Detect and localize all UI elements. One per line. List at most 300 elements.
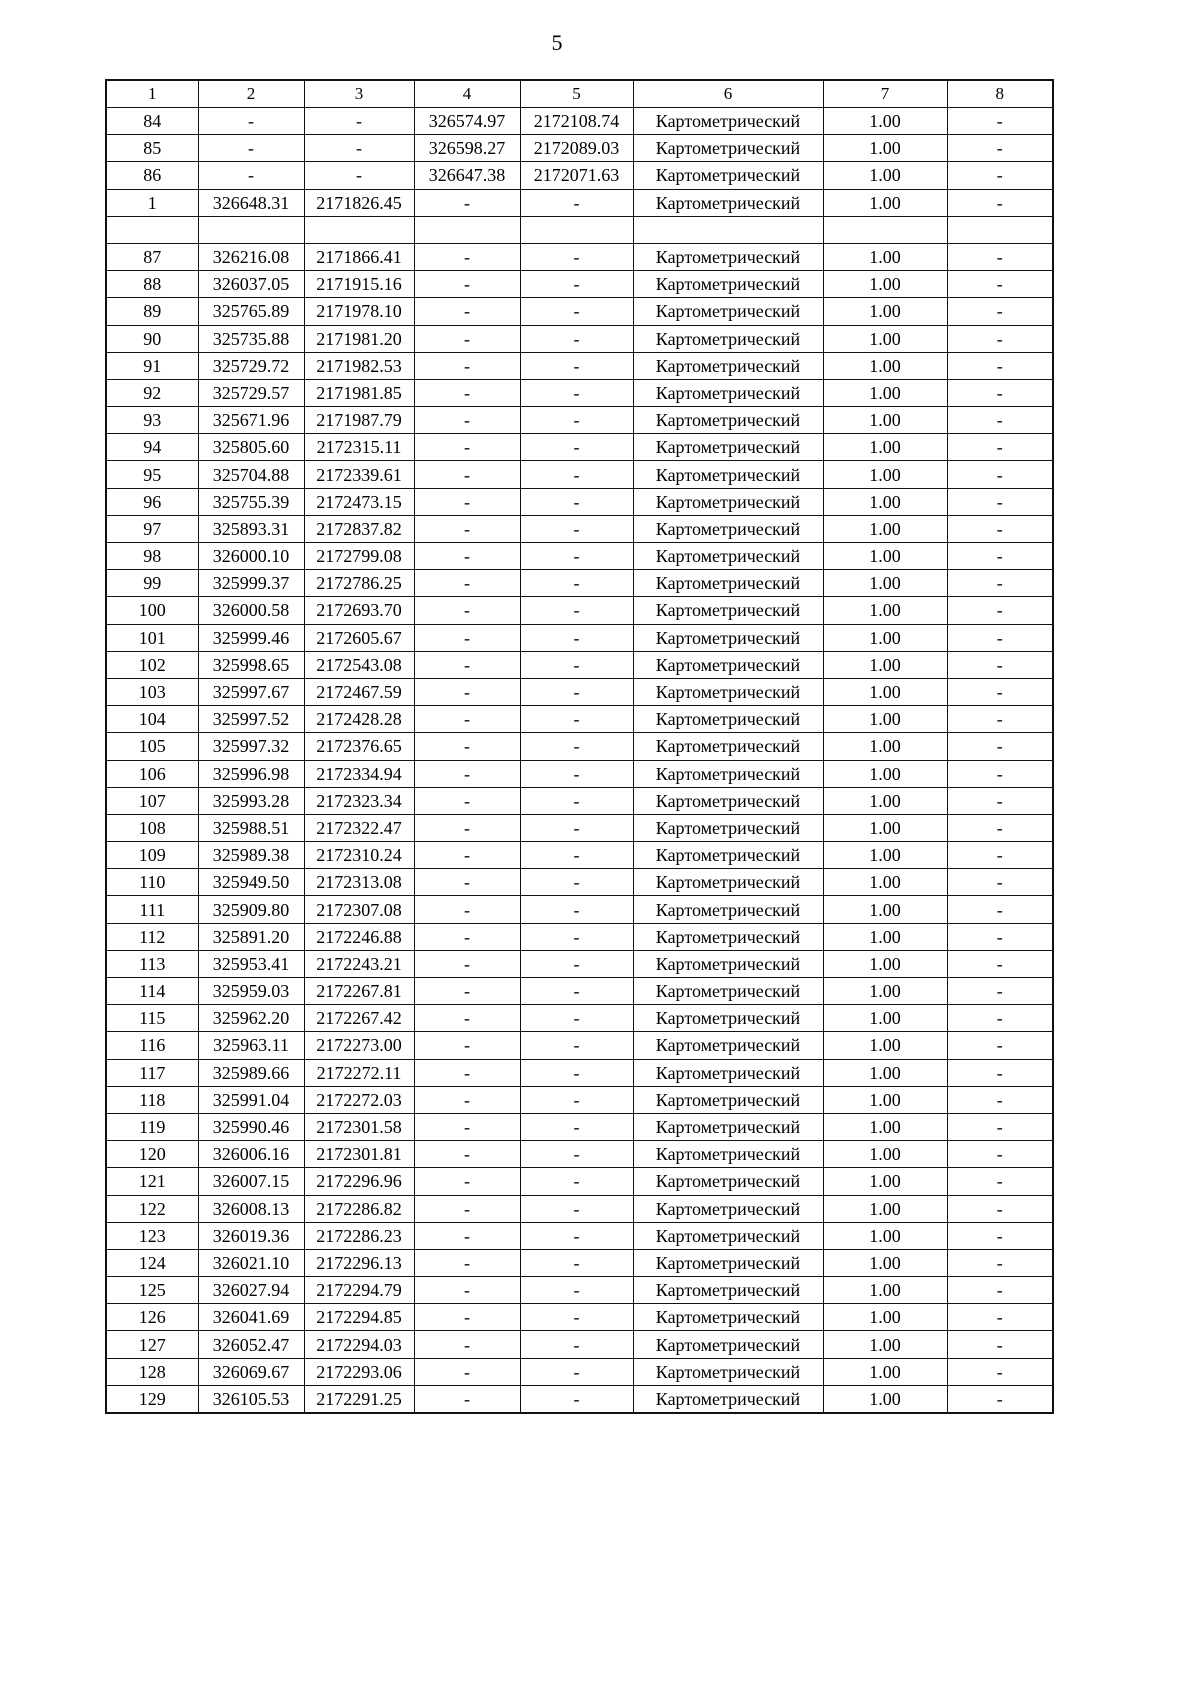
table-cell: 2172071.63 [520, 162, 633, 189]
table-cell: Картометрический [633, 1113, 823, 1140]
table-cell: 1.00 [823, 1277, 947, 1304]
table-cell: 2172294.85 [304, 1304, 414, 1331]
table-cell: Картометрический [633, 379, 823, 406]
table-cell: 326105.53 [198, 1385, 304, 1413]
table-cell [520, 216, 633, 243]
table-cell: - [947, 1059, 1053, 1086]
table-cell: 2172267.81 [304, 978, 414, 1005]
table-cell: - [520, 624, 633, 651]
table-cell: - [414, 1249, 520, 1276]
table-cell: 325993.28 [198, 787, 304, 814]
table-cell: 1.00 [823, 978, 947, 1005]
table-cell: 1.00 [823, 1032, 947, 1059]
table-row [106, 1304, 1053, 1331]
table-cell: 128 [106, 1358, 198, 1385]
table-cell: - [947, 651, 1053, 678]
table-cell [198, 216, 304, 243]
table-cell: 325891.20 [198, 923, 304, 950]
table-cell: - [520, 325, 633, 352]
table-cell: Картометрический [633, 1195, 823, 1222]
table-cell: - [947, 298, 1053, 325]
table-cell: - [520, 760, 633, 787]
table-cell: - [947, 243, 1053, 270]
table-cell: - [947, 1168, 1053, 1195]
table-cell: 325729.72 [198, 352, 304, 379]
table-cell [823, 216, 947, 243]
table-cell: - [947, 624, 1053, 651]
table-cell: 109 [106, 842, 198, 869]
table-cell: 1.00 [823, 869, 947, 896]
table-cell: Картометрический [633, 624, 823, 651]
table-cell: 1.00 [823, 814, 947, 841]
table-cell: 325989.38 [198, 842, 304, 869]
table-cell: 2172108.74 [520, 108, 633, 135]
table-row [106, 1086, 1053, 1113]
table-cell: - [414, 543, 520, 570]
table-cell: 1.00 [823, 1005, 947, 1032]
table-cell: 2172334.94 [304, 760, 414, 787]
table-cell: 124 [106, 1249, 198, 1276]
table-cell: 326648.31 [198, 189, 304, 216]
table-cell: - [947, 1249, 1053, 1276]
table-cell: - [520, 978, 633, 1005]
table-cell: - [520, 1032, 633, 1059]
table-cell: 326000.10 [198, 543, 304, 570]
table-row [106, 162, 1053, 189]
table-row [106, 597, 1053, 624]
table-cell: 1.00 [823, 1059, 947, 1086]
table-cell: 84 [106, 108, 198, 135]
table-cell: - [520, 1277, 633, 1304]
table-row [106, 814, 1053, 841]
table-cell: 325963.11 [198, 1032, 304, 1059]
table-cell: 85 [106, 135, 198, 162]
table-row [106, 488, 1053, 515]
table-cell: - [520, 1141, 633, 1168]
table-cell: 2172301.81 [304, 1141, 414, 1168]
table-cell: - [520, 896, 633, 923]
table-row [106, 407, 1053, 434]
table-cell: 325997.32 [198, 733, 304, 760]
table-cell: 1.00 [823, 1113, 947, 1140]
table-cell: - [414, 1331, 520, 1358]
table-row [106, 271, 1053, 298]
table-cell: - [520, 1059, 633, 1086]
table-cell: 1.00 [823, 1141, 947, 1168]
table-cell: Картометрический [633, 162, 823, 189]
table-cell: - [947, 787, 1053, 814]
table-row [106, 869, 1053, 896]
table-cell: Картометрический [633, 1385, 823, 1413]
table-row [106, 570, 1053, 597]
table-cell: 325999.37 [198, 570, 304, 597]
table-cell: 2172543.08 [304, 651, 414, 678]
table-cell: Картометрический [633, 1005, 823, 1032]
table-cell: 1.00 [823, 706, 947, 733]
table-cell: 1.00 [823, 678, 947, 705]
table-cell: 2172376.65 [304, 733, 414, 760]
table-cell: - [520, 1304, 633, 1331]
table-cell: - [520, 570, 633, 597]
table-row [106, 842, 1053, 869]
table-cell: 325755.39 [198, 488, 304, 515]
table-cell: 2172837.82 [304, 515, 414, 542]
table-cell: - [414, 842, 520, 869]
table-cell: 2172323.34 [304, 787, 414, 814]
table-cell: 326574.97 [414, 108, 520, 135]
table-cell: - [947, 923, 1053, 950]
table-header-row [106, 80, 1053, 108]
table-cell: - [414, 1032, 520, 1059]
table-cell: - [520, 1331, 633, 1358]
table-row [106, 706, 1053, 733]
table-cell [414, 216, 520, 243]
table-cell: - [520, 407, 633, 434]
table-cell: 112 [106, 923, 198, 950]
table-cell: - [414, 1005, 520, 1032]
table-cell: 1.00 [823, 108, 947, 135]
table-cell: - [947, 869, 1053, 896]
table-cell: Картометрический [633, 733, 823, 760]
table-cell: Картометрический [633, 678, 823, 705]
table-cell: 2172428.28 [304, 706, 414, 733]
table-cell: Картометрический [633, 651, 823, 678]
table-cell: Картометрический [633, 434, 823, 461]
table-cell: 2172313.08 [304, 869, 414, 896]
table-cell [633, 216, 823, 243]
table-cell: 2171866.41 [304, 243, 414, 270]
table-cell: 325997.52 [198, 706, 304, 733]
table-cell: 325997.67 [198, 678, 304, 705]
table-cell: - [947, 461, 1053, 488]
table-cell: 123 [106, 1222, 198, 1249]
table-cell: 118 [106, 1086, 198, 1113]
table-cell: - [947, 814, 1053, 841]
table-cell: 326598.27 [414, 135, 520, 162]
table-cell: 326006.16 [198, 1141, 304, 1168]
table-cell: 1.00 [823, 271, 947, 298]
table-cell: 97 [106, 515, 198, 542]
table-row [106, 189, 1053, 216]
table-cell: 2172273.00 [304, 1032, 414, 1059]
table-cell: - [520, 1113, 633, 1140]
table-row [106, 135, 1053, 162]
table-cell: - [520, 1005, 633, 1032]
table-cell: Картометрический [633, 135, 823, 162]
table-row [106, 434, 1053, 461]
table-cell: 325991.04 [198, 1086, 304, 1113]
table-cell: 326027.94 [198, 1277, 304, 1304]
table-cell: 326008.13 [198, 1195, 304, 1222]
table-cell: 107 [106, 787, 198, 814]
table-cell: 2172786.25 [304, 570, 414, 597]
table-cell: 1.00 [823, 624, 947, 651]
table-cell: - [414, 950, 520, 977]
table-cell: Картометрический [633, 978, 823, 1005]
table-cell: 121 [106, 1168, 198, 1195]
table-cell: 2172294.03 [304, 1331, 414, 1358]
table-cell: - [414, 597, 520, 624]
table-cell: - [198, 108, 304, 135]
table-cell: 1.00 [823, 298, 947, 325]
column-header: 3 [304, 80, 414, 108]
table-cell: 2172293.06 [304, 1358, 414, 1385]
table-cell: - [414, 896, 520, 923]
table-cell: - [947, 162, 1053, 189]
table-cell: - [947, 1032, 1053, 1059]
table-cell: 2172322.47 [304, 814, 414, 841]
column-header: 8 [947, 80, 1053, 108]
table-cell: Картометрический [633, 543, 823, 570]
table-row [106, 923, 1053, 950]
table-cell: 122 [106, 1195, 198, 1222]
table-cell: - [414, 706, 520, 733]
table-cell: - [414, 923, 520, 950]
table-cell: Картометрический [633, 1141, 823, 1168]
table-cell: 325989.66 [198, 1059, 304, 1086]
table-cell: 1.00 [823, 787, 947, 814]
table-cell: 325893.31 [198, 515, 304, 542]
table-cell: - [947, 434, 1053, 461]
table-cell: Картометрический [633, 461, 823, 488]
table-cell: - [414, 1358, 520, 1385]
table-cell: 325704.88 [198, 461, 304, 488]
table-cell: 1.00 [823, 1358, 947, 1385]
table-cell: - [520, 651, 633, 678]
table-cell: - [947, 515, 1053, 542]
table-row [106, 1277, 1053, 1304]
table-cell: 2172291.25 [304, 1385, 414, 1413]
table-row [106, 379, 1053, 406]
table-cell: - [947, 1086, 1053, 1113]
table-cell: - [520, 543, 633, 570]
table-row [106, 760, 1053, 787]
table-cell: 101 [106, 624, 198, 651]
table-cell: - [947, 108, 1053, 135]
table-cell: 2172286.82 [304, 1195, 414, 1222]
table-cell: 326021.10 [198, 1249, 304, 1276]
table-cell: 2171826.45 [304, 189, 414, 216]
table-cell: 1.00 [823, 407, 947, 434]
table-cell: 116 [106, 1032, 198, 1059]
table-cell [304, 216, 414, 243]
table-row [106, 651, 1053, 678]
column-header: 4 [414, 80, 520, 108]
table-cell: Картометрический [633, 570, 823, 597]
table-cell: 325671.96 [198, 407, 304, 434]
table-cell: 326037.05 [198, 271, 304, 298]
table-cell: 125 [106, 1277, 198, 1304]
table-cell: Картометрический [633, 243, 823, 270]
column-header: 1 [106, 80, 198, 108]
table-cell: 1 [106, 189, 198, 216]
table-cell: - [520, 869, 633, 896]
table-cell: 325996.98 [198, 760, 304, 787]
coordinates-table [105, 79, 1054, 1414]
table-cell: 2172286.23 [304, 1222, 414, 1249]
table-cell: 1.00 [823, 515, 947, 542]
table-cell: 111 [106, 896, 198, 923]
table-cell: Картометрический [633, 950, 823, 977]
table-cell: 95 [106, 461, 198, 488]
table-cell: 325729.57 [198, 379, 304, 406]
table-row [106, 1358, 1053, 1385]
table-cell: 114 [106, 978, 198, 1005]
table-cell: - [520, 243, 633, 270]
table-cell: 1.00 [823, 570, 947, 597]
table-cell: 90 [106, 325, 198, 352]
table-row [106, 543, 1053, 570]
table-cell: 113 [106, 950, 198, 977]
table-cell: - [414, 1168, 520, 1195]
table-row [106, 108, 1053, 135]
table-cell: 105 [106, 733, 198, 760]
table-cell: 325998.65 [198, 651, 304, 678]
table-cell: 129 [106, 1385, 198, 1413]
table-cell: 325999.46 [198, 624, 304, 651]
table-cell: Картометрический [633, 760, 823, 787]
table-cell: 2172310.24 [304, 842, 414, 869]
table-cell: 2172473.15 [304, 488, 414, 515]
table-cell: - [520, 923, 633, 950]
table-cell: - [947, 896, 1053, 923]
table-cell: - [414, 1059, 520, 1086]
table-cell: 1.00 [823, 651, 947, 678]
table-cell: 326007.15 [198, 1168, 304, 1195]
table-row [106, 515, 1053, 542]
table-cell: - [947, 1113, 1053, 1140]
table-cell: - [520, 189, 633, 216]
table-cell: - [947, 1005, 1053, 1032]
table-cell: Картометрический [633, 706, 823, 733]
table-cell: 2171978.10 [304, 298, 414, 325]
table-cell: Картометрический [633, 407, 823, 434]
table-cell: Картометрический [633, 1249, 823, 1276]
table-cell: - [304, 162, 414, 189]
table-cell: - [414, 978, 520, 1005]
table-row [106, 1249, 1053, 1276]
table-cell: 2172467.59 [304, 678, 414, 705]
table-cell: - [947, 1277, 1053, 1304]
table-cell: - [304, 135, 414, 162]
table-cell: Картометрический [633, 1168, 823, 1195]
table-cell: 1.00 [823, 1086, 947, 1113]
table-cell: - [414, 1222, 520, 1249]
table-row [106, 298, 1053, 325]
table-cell: 1.00 [823, 135, 947, 162]
table-row [106, 1385, 1053, 1413]
table-row [106, 787, 1053, 814]
table-cell: - [414, 271, 520, 298]
table-cell: - [520, 733, 633, 760]
table-cell: Картометрический [633, 271, 823, 298]
table-cell: 2172246.88 [304, 923, 414, 950]
table-cell: - [414, 678, 520, 705]
table-cell: 117 [106, 1059, 198, 1086]
table-cell: Картометрический [633, 1032, 823, 1059]
table-cell: - [947, 597, 1053, 624]
table-cell: 325805.60 [198, 434, 304, 461]
table-cell: 1.00 [823, 842, 947, 869]
table-cell: 1.00 [823, 950, 947, 977]
table-cell: Картометрический [633, 814, 823, 841]
table-cell: - [520, 488, 633, 515]
table-cell: - [304, 108, 414, 135]
table-row [106, 461, 1053, 488]
table-cell: 1.00 [823, 325, 947, 352]
table-cell: - [947, 1358, 1053, 1385]
table-cell: 2172272.03 [304, 1086, 414, 1113]
table-cell: - [414, 325, 520, 352]
table-row [106, 1195, 1053, 1222]
table-cell: 2172272.11 [304, 1059, 414, 1086]
table-cell: 1.00 [823, 434, 947, 461]
table-cell: 1.00 [823, 1249, 947, 1276]
table-cell: 96 [106, 488, 198, 515]
table-cell: 326216.08 [198, 243, 304, 270]
table-cell: Картометрический [633, 1277, 823, 1304]
table-cell: - [520, 1195, 633, 1222]
table-cell: 115 [106, 1005, 198, 1032]
table-cell: Картометрический [633, 1304, 823, 1331]
table-row [106, 733, 1053, 760]
table-cell: - [947, 678, 1053, 705]
table-cell: 2172243.21 [304, 950, 414, 977]
table-cell: - [414, 1113, 520, 1140]
table-cell: - [520, 1358, 633, 1385]
table-cell: - [414, 787, 520, 814]
table-cell: 325953.41 [198, 950, 304, 977]
table-cell: - [414, 1195, 520, 1222]
table-cell: - [947, 271, 1053, 298]
table-row [106, 896, 1053, 923]
table-cell: Картометрический [633, 488, 823, 515]
table-cell: - [414, 189, 520, 216]
table-cell: 2171982.53 [304, 352, 414, 379]
table-cell: Картометрический [633, 352, 823, 379]
table-cell: 94 [106, 434, 198, 461]
table-cell: - [414, 434, 520, 461]
table-cell: - [414, 570, 520, 597]
table-cell: - [947, 733, 1053, 760]
table-cell: 325735.88 [198, 325, 304, 352]
table-cell: 326041.69 [198, 1304, 304, 1331]
table-cell: 2172301.58 [304, 1113, 414, 1140]
table-cell: Картометрический [633, 1059, 823, 1086]
table-cell: 2172296.13 [304, 1249, 414, 1276]
table-cell: 2171915.16 [304, 271, 414, 298]
table-cell: - [947, 1304, 1053, 1331]
table-cell: 110 [106, 869, 198, 896]
table-row [106, 1141, 1053, 1168]
table-cell: - [520, 597, 633, 624]
table-cell: Картометрический [633, 1358, 823, 1385]
table-cell: 106 [106, 760, 198, 787]
table-row [106, 325, 1053, 352]
table-cell: 2172315.11 [304, 434, 414, 461]
table-cell: - [414, 1385, 520, 1413]
table-cell: 104 [106, 706, 198, 733]
table-cell: - [414, 488, 520, 515]
table-cell: - [414, 1277, 520, 1304]
table-cell: - [520, 814, 633, 841]
table-row [106, 1168, 1053, 1195]
table-cell: Картометрический [633, 515, 823, 542]
column-header: 6 [633, 80, 823, 108]
table-cell: 119 [106, 1113, 198, 1140]
table-cell: 1.00 [823, 461, 947, 488]
table-cell: - [414, 1086, 520, 1113]
